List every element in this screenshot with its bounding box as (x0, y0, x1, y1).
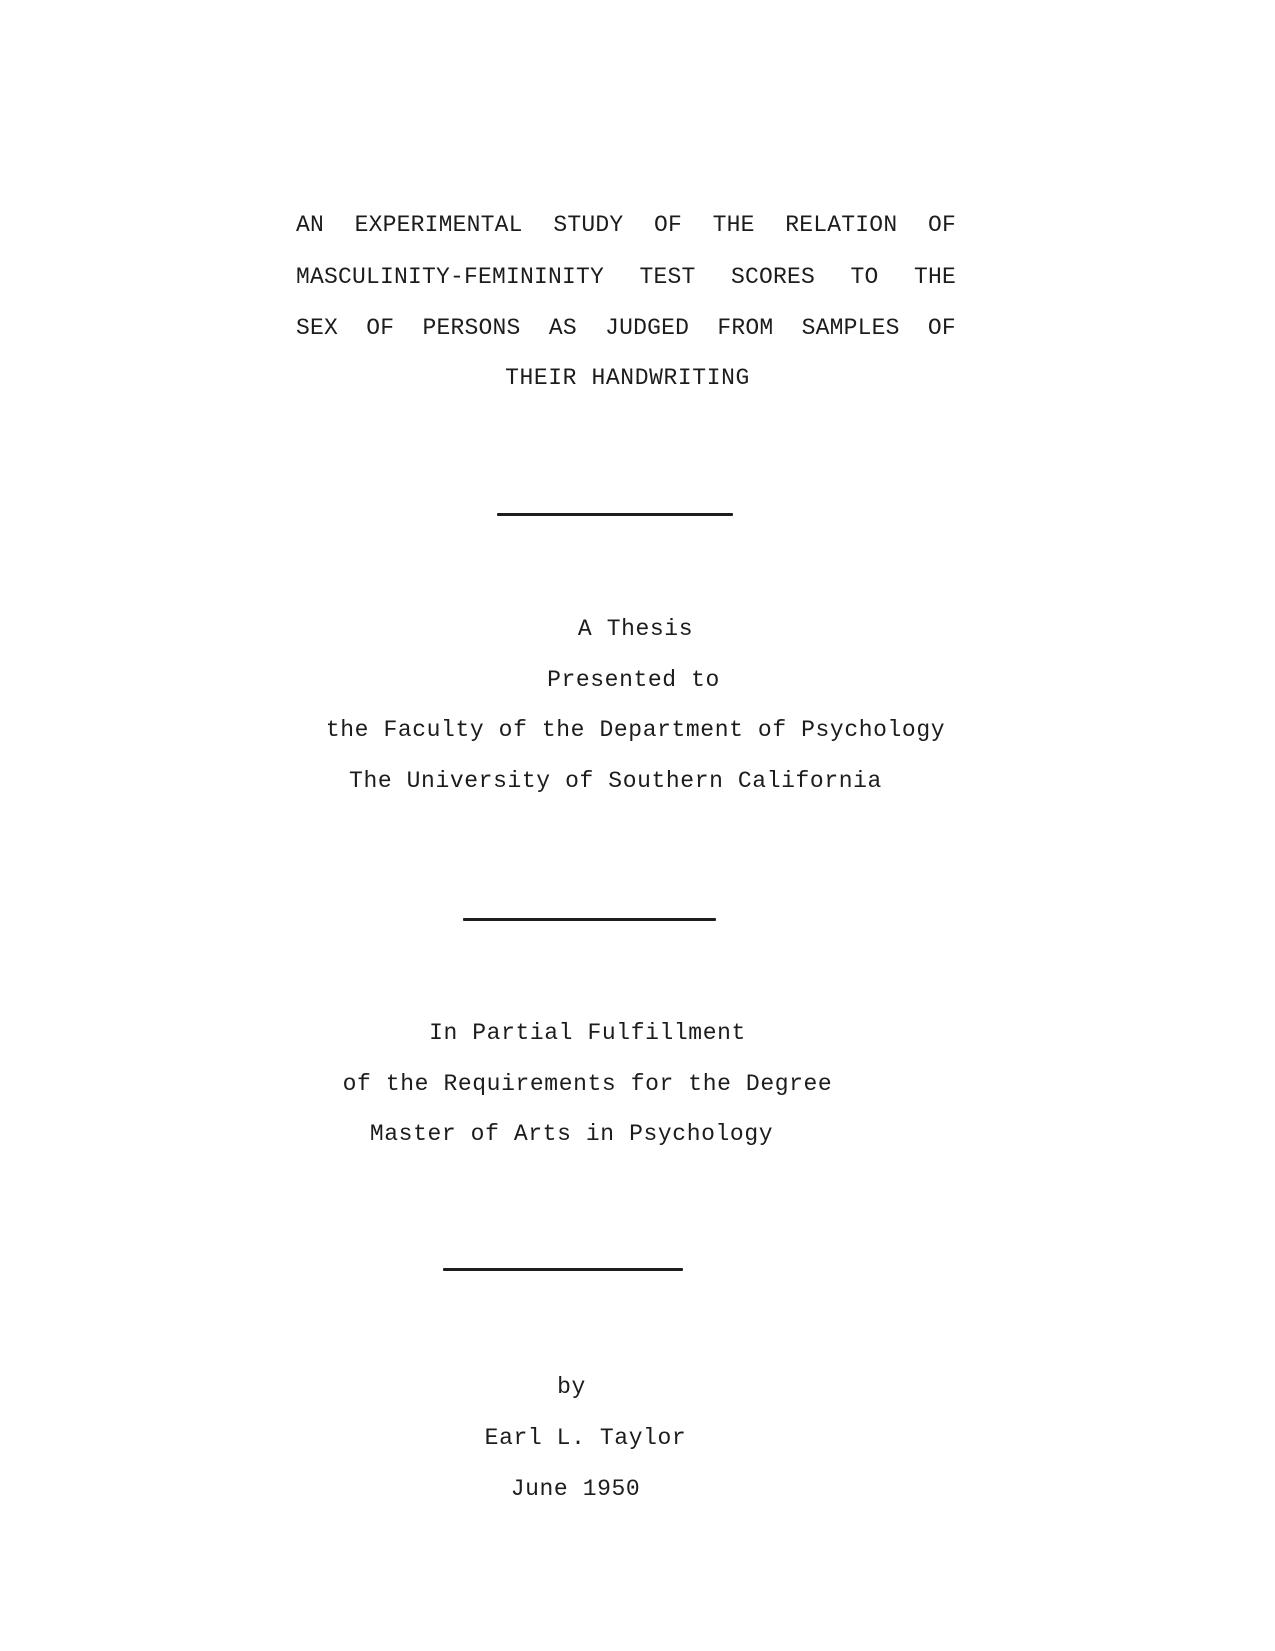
title-word: SCORES (731, 264, 816, 290)
title-word: AN (296, 212, 325, 238)
presented-to: Presented to (547, 667, 720, 693)
title-word: MASCULINITY-FEMININITY (296, 264, 605, 290)
title-word: THE (913, 264, 956, 290)
divider-rule (463, 918, 716, 921)
degree-line: Master of Arts in Psychology (369, 1121, 774, 1147)
title-word: SAMPLES (801, 315, 900, 341)
requirements-line: of the Requirements for the Degree (342, 1071, 833, 1097)
partial-fulfillment-line: In Partial Fulfillment (429, 1020, 746, 1046)
thesis-label: A Thesis (577, 616, 694, 642)
title-line-2 (296, 262, 956, 292)
university-line: The University of Southern California (349, 768, 882, 794)
title-word: PERSONS (422, 315, 521, 341)
divider-rule (497, 513, 733, 516)
title-word: OF (927, 315, 956, 341)
author-name: Earl L. Taylor (484, 1425, 687, 1451)
by-label: by (557, 1374, 586, 1400)
title-word: FROM (717, 315, 774, 341)
title-line-3 (296, 313, 956, 343)
title-word: TEST (639, 264, 696, 290)
title-line-1 (296, 210, 956, 240)
title-word: EXPERIMENTAL (354, 212, 523, 238)
faculty-line: the Faculty of the Department of Psychology (325, 717, 946, 743)
title-word: OF (653, 212, 682, 238)
title-word: OF (366, 315, 395, 341)
title-word: JUDGED (605, 315, 690, 341)
divider-rule (443, 1268, 683, 1271)
title-word: RELATION (785, 212, 898, 238)
title-word: TO (850, 264, 879, 290)
title-word: OF (927, 212, 956, 238)
title-word: SEX (296, 315, 339, 341)
title-word: AS (548, 315, 577, 341)
title-word: THE (712, 212, 755, 238)
title-line-4: THEIR HANDWRITING (505, 365, 750, 391)
thesis-date: June 1950 (510, 1476, 641, 1502)
title-word: STUDY (553, 212, 624, 238)
